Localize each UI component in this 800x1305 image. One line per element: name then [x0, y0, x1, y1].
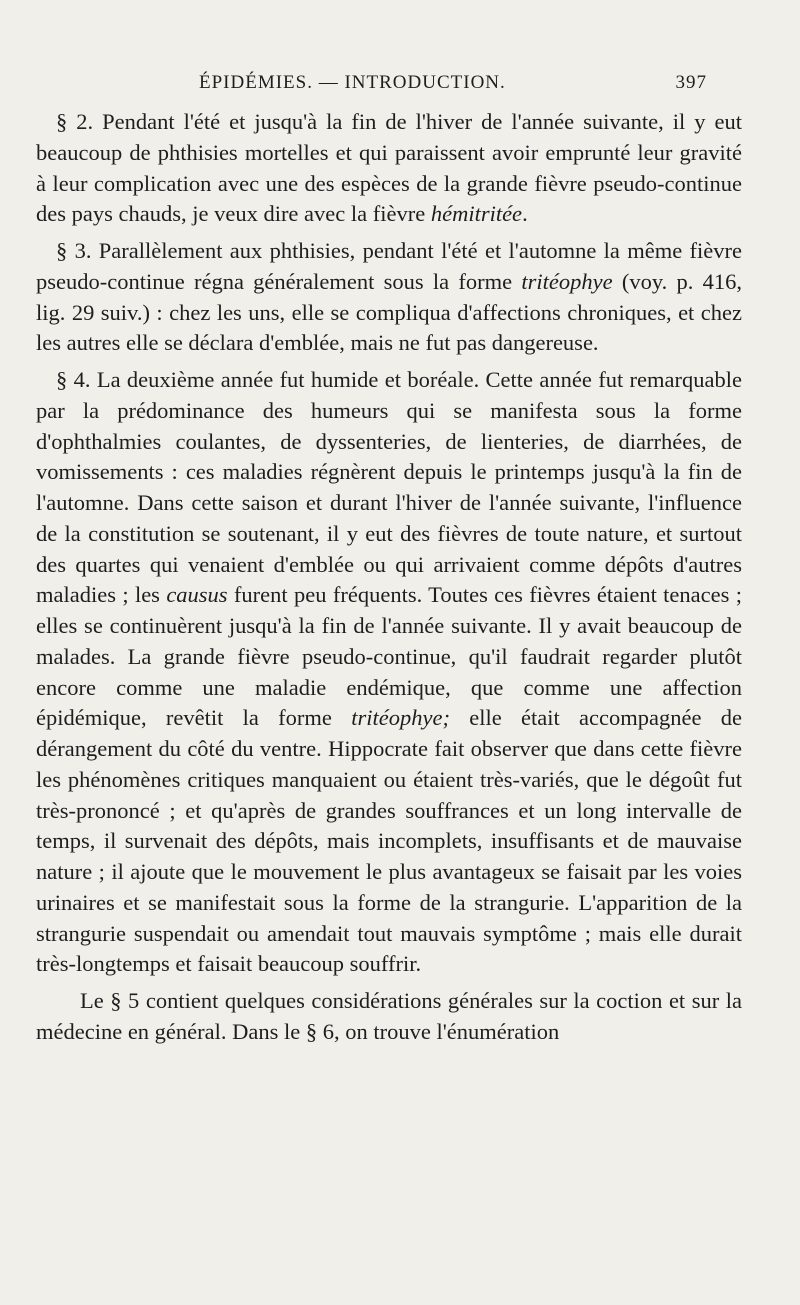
- running-title: ÉPIDÉMIES. — INTRODUCTION.: [199, 72, 506, 93]
- paragraph-text: (voy. p. 416, lig. 29 suiv.) : chez les uns, elle se compliqua d'affections chroniques, et chez les autres elle se déclara d'emblée, mais ne fut pas dangereuse.: [36, 268, 742, 356]
- paragraph-section-4: [36, 365, 742, 980]
- paragraph-section-3: [36, 236, 742, 359]
- paragraph-text: § 4. La deuxième année fut humide et boréale. Cette année fut remarquable par la prédominance des humeurs qui se manifesta sous la forme d'ophthalmies coulantes, de dyssenteries, de lienteries, de diarrhées, de vomissements : ces maladies régnèrent depuis le printemps jusqu'à la fin de l'automne. Dans cette saison et durant l'hiver de l'année suivante, l'influence de la constitution se soutenant, il y eut des fièvres de toute nature, et surtout des quartes qui venaient d'emblée ou qui arrivaient comme dépôts d'autres maladies ; les: [36, 367, 742, 608]
- italic-term: tritéophye;: [351, 705, 450, 731]
- paragraph-text: .: [522, 201, 528, 227]
- italic-term: tritéophye: [521, 268, 613, 294]
- italic-term: causus: [166, 582, 228, 608]
- italic-term: hémitritée: [430, 201, 523, 227]
- paragraph-text: furent peu fréquents. Toutes ces fièvres étaient tenaces ; elles se continuèrent jusqu'à la fin de l'année suivante. Il y avait beaucoup de malades. La grande fièvre pseudo-continue, qu'il faudrait regarder plutôt encore comme une maladie endémique, que comme une affection épidémique, revêtit la forme: [36, 582, 742, 731]
- page-header: [0, 66, 800, 102]
- paragraph-text: § 2. Pendant l'été et jusqu'à la fin de l'hiver de l'année suivante, il y eut beaucoup de phthisies mortelles et qui paraissent avoir emprunté leur gravité à leur complication avec une des espèces de la grande fièvre pseudo-continue des pays chauds, je veux dire avec la fièvre: [36, 109, 742, 227]
- paragraph-text: § 3. Parallèlement aux phthisies, pendant l'été et l'automne la même fièvre pseudo-continue régna généralement sous la forme: [36, 238, 742, 294]
- paragraph-text: elle était accompagnée de dérangement du côté du ventre. Hippocrate fait observer que dans cette fièvre les phénomènes critiques manquaient ou étaient très-variés, que le dégoût fut très-prononcé ; et qu'après de grandes souffrances et un long intervalle de temps, il survenait des dépôts, mais incomplets, insuffisants et de mauvaise nature ; il ajoute que le mouvement le plus avantageux se faisait par les voies urinaires et se manifestait sous la forme de la strangurie. L'apparition de la strangurie suspendait ou amendait tout mauvais symptôme ; mais elle durait très-longtemps et faisait beaucoup souffrir.: [36, 705, 742, 977]
- page-body: [36, 107, 742, 1048]
- paragraph-section-2: [36, 107, 742, 230]
- paragraph-text: Le § 5 contient quelques considérations générales sur la coction et sur la médecine en général. Dans le § 6, on trouve l'énumération: [36, 988, 742, 1044]
- page-number: 397: [675, 72, 707, 93]
- paragraph-section-5-6: [36, 986, 742, 1048]
